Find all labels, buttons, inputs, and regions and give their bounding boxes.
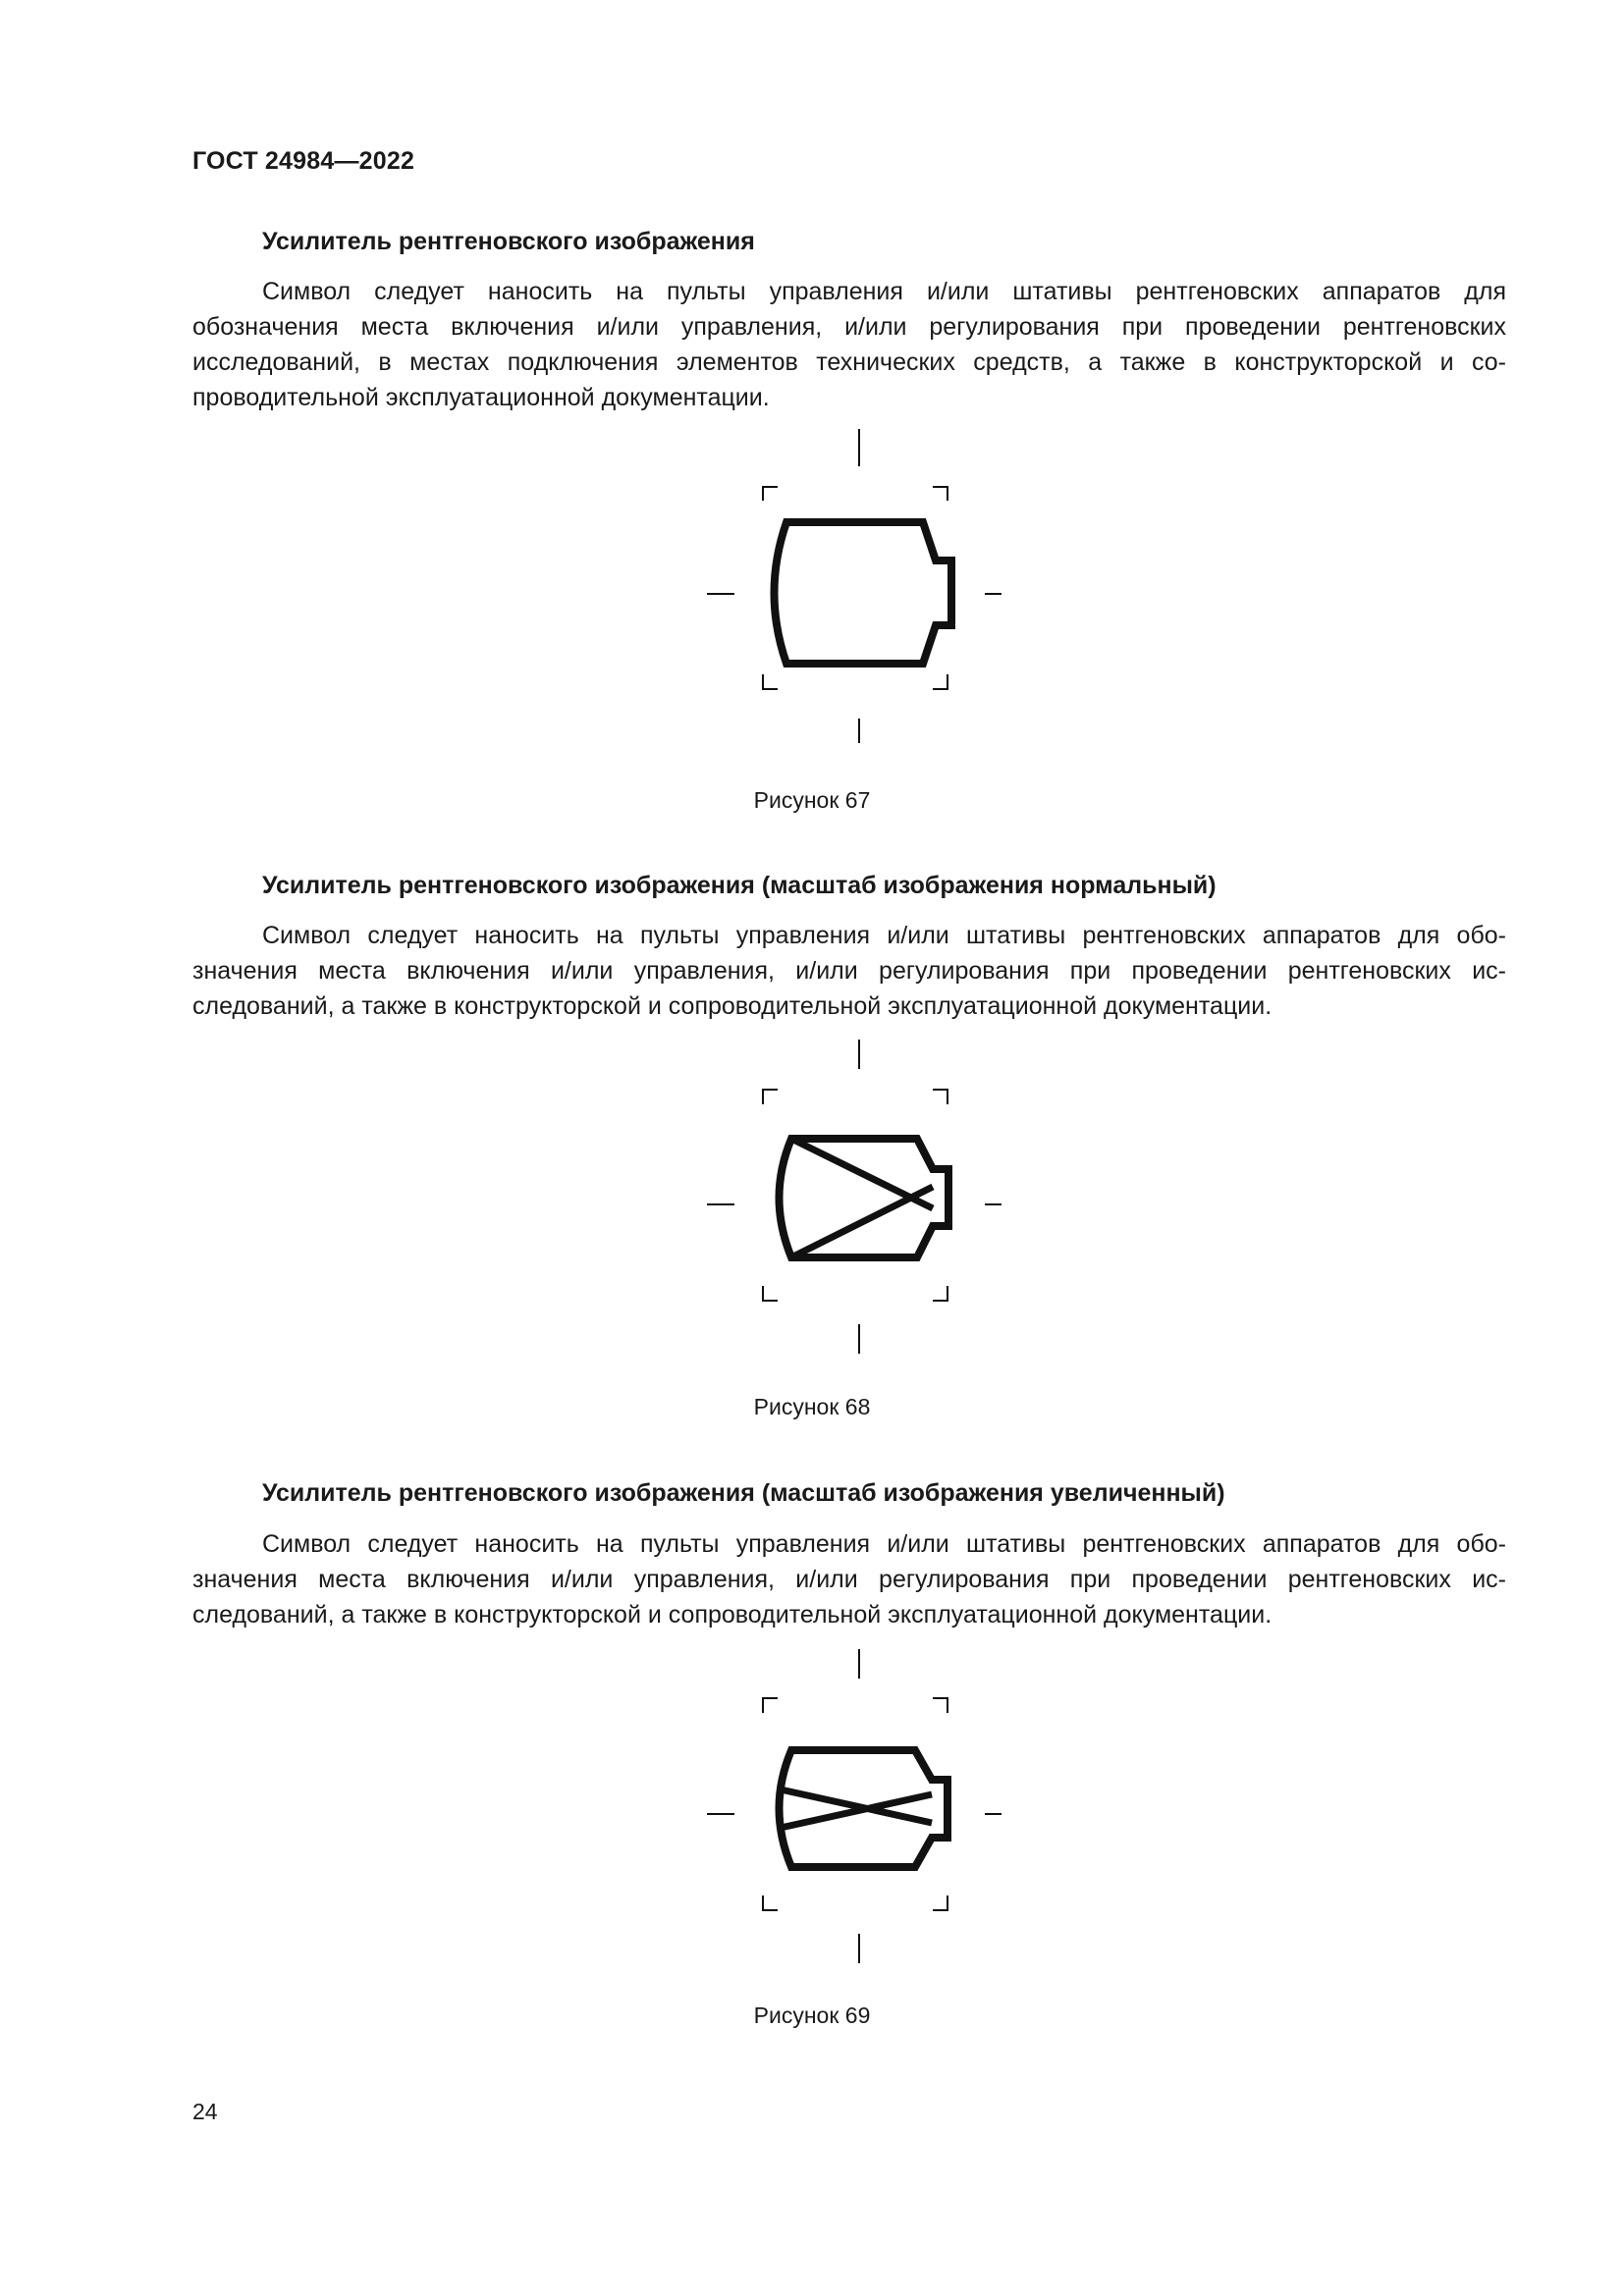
figure-67-symbol (687, 429, 1001, 743)
registration-marks (707, 429, 1001, 743)
paragraph-line: обозначения места включения и/или управления, и/или регулирования при проведении рентгеновских (192, 313, 1506, 341)
document-header: ГОСТ 24984—2022 (192, 147, 415, 175)
section-heading-fig67: Усилитель рентгеновского изображения (262, 228, 755, 255)
paragraph-line: Символ следует наносить на пульты управления и/или штативы рентгеновских аппаратов для (262, 278, 1506, 305)
figure-69-symbol (687, 1649, 1001, 1963)
section-paragraph-fig68 (192, 918, 1506, 1024)
paragraph-line: Символ следует наносить на пульты управления и/или штативы рентгеновских аппаратов для обо- (262, 922, 1506, 949)
paragraph-line: проводительной эксплуатационной документации. (192, 384, 770, 411)
enlarged-scale-cross-lines (781, 1789, 932, 1828)
image-intensifier-shape (780, 1139, 949, 1257)
paragraph-line: следований, а также в конструкторской и сопроводительной эксплуатационной документации. (192, 992, 1272, 1020)
paragraph-line: значения места включения и/или управления, и/или регулирования при проведении рентгеновских ис- (192, 1566, 1506, 1593)
normal-scale-cross-lines (791, 1139, 933, 1257)
page-number: 24 (192, 2099, 218, 2124)
paragraph-line: исследований, в местах подключения элементов технических средств, а также в конструкторской и со- (192, 348, 1506, 376)
figure-caption-68: Рисунок 68 (753, 1394, 871, 1419)
figure-caption-69: Рисунок 69 (753, 2002, 871, 2028)
registration-marks (707, 1040, 1001, 1354)
section-heading-fig68: Усилитель рентгеновского изображения (масштаб изображения нормальный) (262, 872, 1217, 899)
image-intensifier-shape (775, 522, 952, 664)
paragraph-line: Символ следует наносить на пульты управления и/или штативы рентгеновских аппаратов для обо- (262, 1530, 1506, 1558)
figure-68-symbol (687, 1040, 1001, 1354)
section-heading-fig69: Усилитель рентгеновского изображения (масштаб изображения увеличенный) (262, 1479, 1225, 1507)
section-paragraph-fig69 (192, 1526, 1506, 1632)
figure-caption-67: Рисунок 67 (753, 787, 871, 813)
paragraph-line: значения места включения и/или управления, и/или регулирования при проведении рентгеновских ис- (192, 957, 1506, 985)
section-paragraph-fig67 (192, 274, 1506, 415)
paragraph-line: следований, а также в конструкторской и сопроводительной эксплуатационной документации. (192, 1601, 1272, 1629)
